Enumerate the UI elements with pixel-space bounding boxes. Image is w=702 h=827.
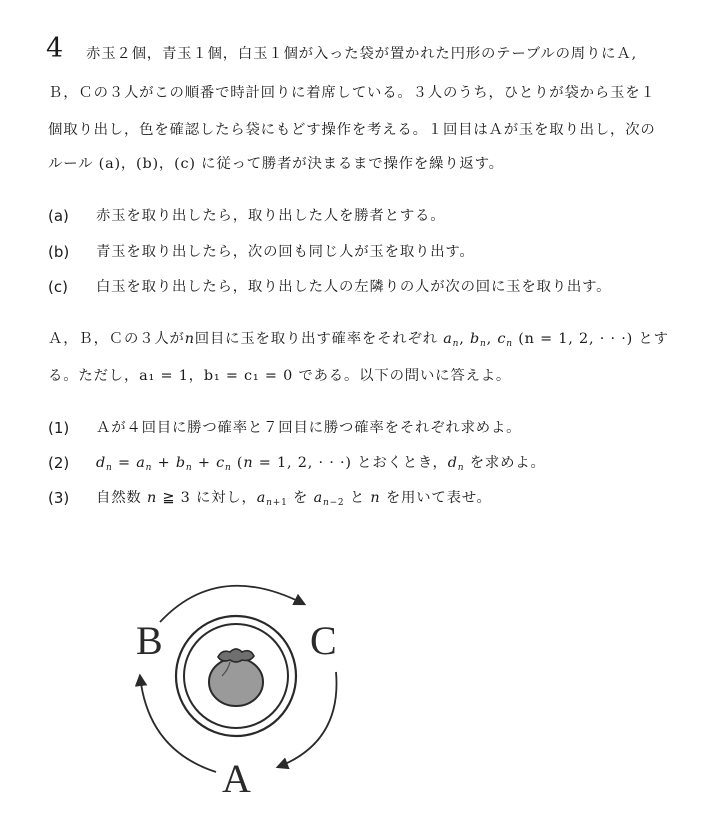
bag-icon <box>209 649 263 706</box>
definition-text-b: 回目に玉を取り出す確率をそれぞれ <box>194 331 438 347</box>
seat-c-label: C <box>310 618 337 663</box>
sequence-symbols: $a_n$, $b_n$, $c_n$ <box>443 331 513 349</box>
rule-a-label: (a) <box>48 207 69 225</box>
question-3-text-a: 自然数 <box>96 490 142 506</box>
definition-text-d: る。ただし， <box>48 368 140 384</box>
definition-text-e: である。以下の問いに答えよ。 <box>298 368 512 384</box>
question-3-text-d: と <box>349 490 366 506</box>
question-1-text: Ａが４回目に勝つ確率と７回目に勝つ確率をそれぞれ求めよ。 <box>96 420 522 436</box>
rule-c-text: 白玉を取り出したら，取り出した人の左隣りの人が次の回に玉を取り出す。 <box>96 279 612 295</box>
initial-condition: a₁ = 1，b₁ = c₁ = 0 <box>139 368 294 384</box>
question-3-text-b: ≧ 3 に対し， <box>162 490 257 506</box>
problem-number: 4 <box>46 33 64 64</box>
definition-line-1 <box>48 329 669 354</box>
intro-line-2: Ｂ，Ｃの３人がこの順番で時計回りに着席している。３人のうち，ひとりが袋から玉を１ <box>48 85 656 101</box>
rule-a-text: 赤玉を取り出したら，取り出した人を勝者とする。 <box>96 208 446 224</box>
table-seating-diagram <box>118 572 368 802</box>
intro-line-3: 個取り出し，色を確認したら袋にもどす操作を考える。１回目はＡが玉を取り出し，次の <box>48 122 656 138</box>
definition-text-a: Ａ，Ｂ，Ｃの３人が <box>48 331 185 347</box>
question-2-text: $d_n = a_n + b_n + c_n$ (n = 1, 2, · · ·) とおくとき，$d_n$ を求めよ。 <box>96 455 546 473</box>
rule-b-label: (b) <box>48 243 70 261</box>
question-3-text-e: を用いて表せ。 <box>385 490 492 506</box>
rule-c-label: (c) <box>48 278 68 296</box>
sequence-range: (n = 1, 2, · · ·) <box>518 331 634 347</box>
intro-line-4: ルール (a)，(b)，(c) に従って勝者が決まるまで操作を繰り返す。 <box>48 156 504 172</box>
question-3-text: 自然数 n ≧ 3 に対し，$a_{n+1}$ を $a_{n-2}$ と n を用いて表せ。 <box>96 490 492 508</box>
definition-line-2 <box>48 366 511 386</box>
n-variable: n <box>184 331 195 347</box>
question-3-text-c: を <box>292 490 309 506</box>
definition-text-c: とす <box>638 331 669 347</box>
question-1-label: (1) <box>48 419 70 437</box>
seat-b-label: B <box>136 618 163 663</box>
seating-svg <box>118 572 368 802</box>
question-2-text-b: とおくとき， <box>357 455 448 471</box>
seat-a-label: A <box>222 756 251 801</box>
intro-line-1: 赤玉２個，青玉１個，白玉１個が入った袋が置かれた円形のテーブルの周りにＡ, <box>86 46 637 62</box>
question-3-label: (3) <box>48 489 70 507</box>
question-2-text-c: を求めよ。 <box>469 455 546 471</box>
dn-definition: $d_n = a_n + b_n + c_n$ (n = 1, 2, · · ·) <box>96 455 352 473</box>
rule-b-text: 青玉を取り出したら，次の回も同じ人が玉を取り出す。 <box>96 244 475 260</box>
question-2-label: (2) <box>48 454 70 472</box>
